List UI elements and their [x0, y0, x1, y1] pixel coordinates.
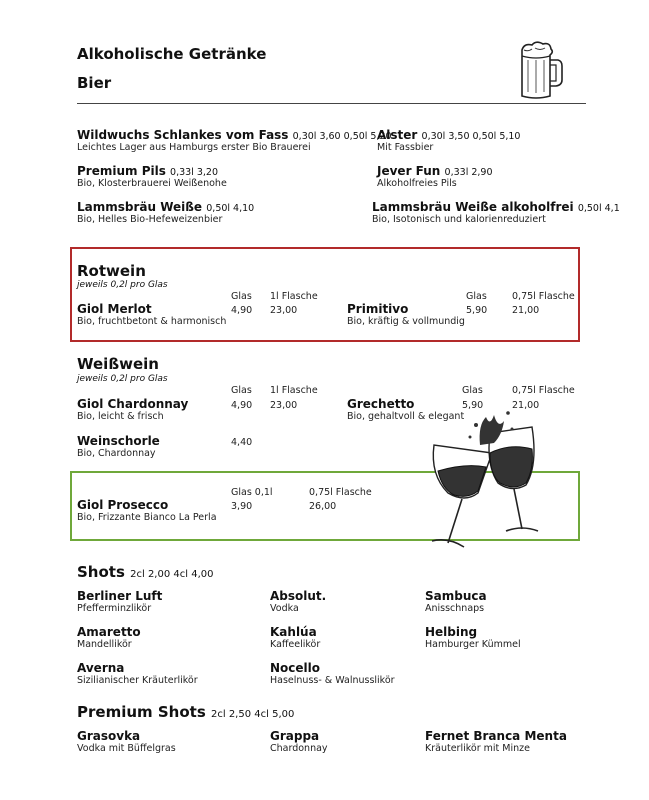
rotwein-col-flasche-2: 0,75l Flasche	[512, 291, 575, 302]
page-title: Alkoholische Getränke	[77, 45, 267, 63]
wine-desc: Bio, Frizzante Bianco La Perla	[77, 512, 217, 523]
wine-price-glas: 3,90	[231, 501, 253, 512]
shot-item	[270, 625, 320, 650]
beer-item-desc: Bio, Isotonisch und kalorienreduziert	[372, 214, 546, 225]
shot-name: Helbing	[425, 625, 478, 639]
beer-item	[377, 128, 520, 153]
wine-glasses-toast-icon	[420, 405, 555, 559]
beer-section-title: Bier	[77, 74, 112, 92]
wine-name: Giol Prosecco	[77, 498, 169, 512]
shot-item	[270, 589, 326, 614]
prosecco-col-flasche: 0,75l Flasche	[309, 487, 372, 498]
wine-desc: Bio, gehaltvoll & elegant	[347, 411, 465, 422]
shot-name: Grappa	[270, 729, 320, 743]
beer-item-name: Alster	[377, 128, 418, 142]
rotwein-note: jeweils 0,2l pro Glas	[77, 280, 168, 290]
rotwein-col-flasche: 1l Flasche	[270, 291, 318, 302]
shots-title	[77, 563, 213, 581]
premium-shots-title	[77, 703, 294, 721]
weisswein-col-flasche: 1l Flasche	[270, 385, 318, 396]
shot-name: Amaretto	[77, 625, 141, 639]
beer-item-name: Lammsbräu Weiße alkoholfrei	[372, 200, 574, 214]
shot-item	[77, 661, 198, 686]
weisswein-col-glas-2: Glas	[462, 385, 483, 396]
wine-price-flasche: 21,00	[512, 305, 540, 316]
shot-item	[425, 729, 567, 754]
shot-name: Berliner Luft	[77, 589, 163, 603]
wine-price-glas: 5,90	[462, 400, 484, 411]
shot-desc: Kräuterlikör mit Minze	[425, 743, 530, 754]
wine-item	[77, 397, 188, 422]
beer-item-price: 0,50l 4,10	[206, 203, 255, 214]
weisswein-col-flasche-2: 0,75l Flasche	[512, 385, 575, 396]
wine-price-glas: 5,90	[466, 305, 488, 316]
beer-item-name: Jever Fun	[377, 164, 441, 178]
wine-price-glas: 4,90	[231, 305, 253, 316]
shot-item	[77, 625, 141, 650]
shot-name: Grasovka	[77, 729, 141, 743]
shot-name: Fernet Branca Menta	[425, 729, 567, 743]
beer-item-name: Wildwuchs Schlankes vom Fass	[77, 128, 289, 142]
beer-item-desc: Alkoholfreies Pils	[377, 178, 457, 189]
beer-item-desc: Bio, Helles Bio-Hefeweizenbier	[77, 214, 223, 225]
wine-name: Giol Chardonnay	[77, 397, 189, 411]
wine-desc: Bio, kräftig & vollmundig	[347, 316, 465, 327]
wine-price-glas: 4,90	[231, 400, 253, 411]
wine-desc: Bio, leicht & frisch	[77, 411, 164, 422]
wine-name: Weinschorle	[77, 434, 160, 448]
shot-name: Absolut.	[270, 589, 327, 603]
wine-name: Grechetto	[347, 397, 415, 411]
shot-desc: Vodka	[270, 603, 299, 614]
beer-item	[77, 164, 227, 189]
beer-mug-icon	[516, 40, 564, 106]
shot-name: Averna	[77, 661, 125, 675]
premium-shots-title-text: Premium Shots	[77, 703, 206, 721]
shot-desc: Haselnuss- & Walnusslikör	[270, 675, 395, 686]
shot-desc: Chardonnay	[270, 743, 328, 754]
wine-desc: Bio, Chardonnay	[77, 448, 156, 459]
rotwein-col-glas-2: Glas	[466, 291, 487, 302]
shot-desc: Pfefferminzlikör	[77, 603, 152, 614]
wine-price-flasche: 23,00	[270, 305, 298, 316]
shot-item	[425, 589, 487, 614]
shot-item	[77, 589, 162, 614]
shot-item	[425, 625, 521, 650]
shot-desc: Hamburger Kümmel	[425, 639, 521, 650]
wine-price-glas: 4,40	[231, 437, 253, 448]
beer-item	[77, 128, 392, 153]
beer-item-price: 0,33l 3,20	[170, 167, 219, 178]
header-divider	[77, 103, 586, 104]
wine-name: Primitivo	[347, 302, 409, 316]
shot-name: Nocello	[270, 661, 321, 675]
beer-item-price: 0,30l 3,60 0,50l 5,20	[292, 131, 392, 142]
wine-item	[77, 434, 160, 459]
wine-desc: Bio, fruchtbetont & harmonisch	[77, 316, 227, 327]
rotwein-col-glas: Glas	[231, 291, 252, 302]
beer-item-name: Premium Pils	[77, 164, 166, 178]
beer-item	[377, 164, 493, 189]
shot-desc: Vodka mit Büffelgras	[77, 743, 176, 754]
shot-desc: Mandellikör	[77, 639, 132, 650]
beer-item-price: 0,30l 3,50 0,50l 5,10	[421, 131, 521, 142]
wine-item	[77, 498, 217, 523]
shot-item	[270, 661, 395, 686]
shot-desc: Sizilianischer Kräuterlikör	[77, 675, 198, 686]
wine-item	[347, 302, 465, 327]
beer-item-name: Lammsbräu Weiße	[77, 200, 203, 214]
shot-name: Sambuca	[425, 589, 487, 603]
prosecco-col-glas: Glas 0,1l	[231, 487, 273, 498]
shot-item	[270, 729, 328, 754]
shot-desc: Kaffeelikör	[270, 639, 321, 650]
beer-item-price: 0,50l 4,1	[577, 203, 620, 214]
weisswein-col-glas: Glas	[231, 385, 252, 396]
wine-price-flasche: 26,00	[309, 501, 337, 512]
shots-prices: 2cl 2,00 4cl 4,00	[130, 569, 214, 580]
premium-shots-prices: 2cl 2,50 4cl 5,00	[211, 709, 295, 720]
beer-item-desc: Mit Fassbier	[377, 142, 434, 153]
shot-name: Kahlúa	[270, 625, 317, 639]
wine-item	[77, 302, 226, 327]
wine-price-flasche: 23,00	[270, 400, 298, 411]
rotwein-title: Rotwein	[77, 262, 146, 280]
beer-item-desc: Bio, Klosterbrauerei Weißenohe	[77, 178, 227, 189]
weisswein-title: Weißwein	[77, 355, 159, 373]
beer-item-price: 0,33l 2,90	[444, 167, 493, 178]
weisswein-note: jeweils 0,2l pro Glas	[77, 374, 168, 384]
wine-name: Giol Merlot	[77, 302, 152, 316]
beer-item	[77, 200, 254, 225]
shot-item	[77, 729, 176, 754]
shot-desc: Anisschnaps	[425, 603, 485, 614]
beer-item	[372, 200, 620, 225]
rotwein-box	[70, 247, 580, 342]
wine-price-flasche: 21,00	[512, 400, 540, 411]
shots-title-text: Shots	[77, 563, 125, 581]
beer-item-desc: Leichtes Lager aus Hamburgs erster Bio Brauerei	[77, 142, 311, 153]
